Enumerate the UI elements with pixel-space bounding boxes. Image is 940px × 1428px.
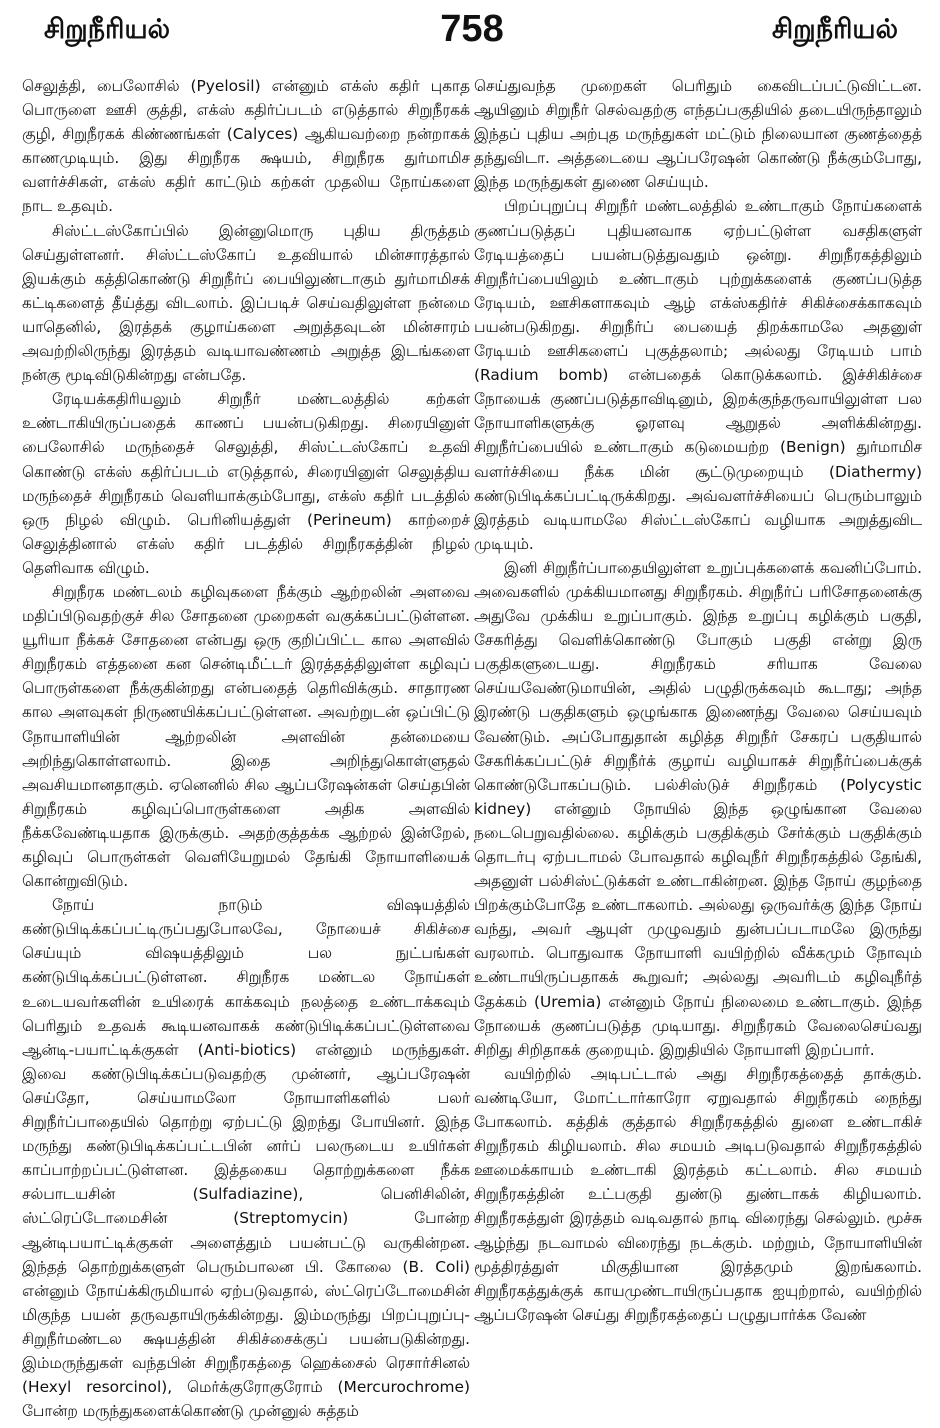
paragraph: செய்துவந்த முறைகள் பெரிதும் கைவிடப்பட்டுவிட்டன. ஆயினும் சிறுநீர் செல்வதற்கு எந்தப்பகுதியில் தடையிருந்தாலும் இந்தப் புதிய அற்புத மருந்துகள் மட்டும் நிலையான குணத்தைத் தந்துவிடா. அத்தடையை ஆப்பரேஷன் கொண்டு நீக்கும்போது, இந்த மருந்துகள் துணை செய்யும். <box>474 77 922 192</box>
paragraph: ரேடியக்கதிரியலும் சிறுநீர் மண்டலத்தில் கற்கள் உண்டாகியிருப்பதைக் காணப் பயன்படுகிறது. சிரையினுள் பைலோசில் மருந்தைச் செலுத்தி, சிஸ்ட்டஸ்கோப் உதவி கொண்டு எக்ஸ் கதிர்ப்படம் எடுத்தால், சிரையினுள் செலுத்திய மருந்தைச் சிறுநீரகம் வெளியாக்கும்போது, எக்ஸ் கதிர் படத்தில் ஒரு நிழல் விழும். பெரினியத்துள் (Perineum) காற்றைச் செலுத்தினால் எக்ஸ் கதிர் படத்தில் சிறுநீரகத்தின் நிழல் தெளிவாக விழும். <box>22 390 470 577</box>
text-columns <box>22 74 922 1423</box>
paragraph: பிறப்புறுப்பு சிறுநீர் மண்டலத்தில் உண்டாகும் நோய்களைக் குணப்படுத்தப் புதியனவாக ஏற்பட்டுள்ள வசதிகளுள் ரேடியத்தைப் பயன்படுத்துவதும் ஒன்று. சிறுநீரகத்திலும் சிறுநீர்ப்பையிலும் உண்டாகும் புற்றுக்களைக் குணப்படுத்த ரேடியம், ஊசிகளாகவும் ஆழ் எக்ஸ்கதிர்ச் சிகிச்சைக்காகவும் பயன்படுகிறது. சிறுநீர்ப் பையைத் திறக்காமலே அதனுள் ரேடியம் ஊசிகளைப் புகுத்தலாம்; அல்லது ரேடியம் பாம் (Radium bomb) என்பதைக் கொடுக்கலாம். இச்சிகிச்சை நோயைக் குணப்படுத்தாவிடினும், இறக்குந்தருவாயிலுள்ள பல நோயாளிகளுக்கு ஓரளவு ஆறுதல் அளிக்கின்றது. சிறுநீர்ப்பையில் உண்டாகும் கடுமையற்ற (Benign) துர்மாமிச வளர்ச்சியை நீக்க மின் சூட்டுமுறையும் (Diathermy) கண்டுபிடிக்கப்பட்டிருக்கிறது. அவ்வளர்ச்சியைப் பெரும்பாலும் இரத்தம் வடியாமலே சிஸ்ட்டஸ்கோப் வழியாக அறுத்துவிட முடியும். <box>474 197 922 553</box>
running-title-left: சிறுநீரியல் <box>44 14 171 45</box>
paragraph: இனி சிறுநீர்ப்பாதையிலுள்ள உறுப்புக்களைக் கவனிப்போம். அவைகளில் முக்கியமானது சிறுநீரகம். சிறுநீர்ப் பரிசோதனைக்கு அதுவே முக்கிய உறுப்பாகும். இந்த உறுப்பு கழிக்கும் பகுதி, சேகரித்து வெளிக்கொண்டு போகும் பகுதி என்று இரு பகுதிகளுடையது. சிறுநீரகம் சரியாக வேலை செய்யவேண்டுமாயின், அதில் பழுதிருக்கவும் கூடாது; அந்த இரண்டு பகுதிகளும் ஒழுங்காக இணைந்து வேலை செய்யவும் வேண்டும். அப்போதுதான் கழித்த சிறுநீர் சேகரப் பகுதியால் சேகரிக்கப்பட்டுச் சிறுநீர்க் குழாய் வழியாகச் சிறுநீர்ப்பைக்குக் கொண்டுபோகப்படும். பல்சிஸ்டுச் சிறுநீரகம் (Polycystic kidney) என்னும் நோயில் இந்த ஒழுங்கான வேலை நடைபெறுவதில்லை. கழிக்கும் பகுதிக்கும் சேர்க்கும் பகுதிக்கும் தொடர்பு ஏற்படாமல் போவதால் கழிவுநீர் சிறுநீரகத்தில் தேங்கி, அதனுள் பல்சிஸ்ட்டுக்கள் உண்டாகின்றன. இந்த நோய் குழந்தை பிறக்கும்போதே உண்டாகலாம். அல்லது ஒருவர்க்கு இந்த நோய் வந்து, அவர் ஆயுள் முழுவதும் துன்பப்படாமலே இருந்து வரலாம். பொதுவாக நோயாளி வயிற்றில் வீக்கமும் நோவும் உண்டாயிருப்பதாகக் கூறுவர்; அல்லது அவரிடம் கழிவுநீர்த் தேக்கம் (Uremia) என்னும் நோய் நிலைமை உண்டாகும். இந்த நோயைக் குணப்படுத்த முடியாது. சிறுநீரகம் வேலைசெய்வது சிறிது சிறிதாகக் குறையும். இறுதியில் நோயாளி இறப்பார். <box>474 558 922 1059</box>
paragraph: நோய் நாடும் விஷயத்தில் கண்டுபிடிக்கப்பட்டிருப்பதுபோலவே, நோயைச் சிகிச்சை செய்யும் விஷயத்திலும் பல நுட்பங்கள் கண்டுபிடிக்கப்பட்டுள்ளன. சிறுநீரக மண்டல நோய்கள் உடையவர்களின் உயிரைக் காக்கவும் நலத்தை உண்டாக்கவும் பெரிதும் உதவக் கூடியனவாகக் கண்டுபிடிக்கப்பட்டுள்ளவை ஆன்டி-பயாட்டிக்குகள் (Anti-biotics) என்னும் மருந்துகள். இவை கண்டுபிடிக்கப்படுவதற்கு முன்னர், ஆப்பரேஷன் செய்தோ, செய்யாமலோ நோயாளிகளில் பலர் சிறுநீர்ப்பாதையில் தொற்று ஏற்பட்டு இறந்து போயினர். இந்த மருந்து கண்டுபிடிக்கப்பட்டபின் னர்ப் பலருடைய உயிர்கள் காப்பாற்றப்பட்டுள்ளன. இத்தகைய தொற்றுக்களை நீக்க சல்பாடயசின் (Sulfadiazine), பெனிசிலின், ஸ்ட்ரெப்டோமைசின் (Streptomycin) போன்ற ஆன்டிபயாட்டிக்குகள் அளைத்தும் பயன்பட்டு வருகின்றன. இந்தத் தொற்றுக்களுள் பெரும்பாலன பி. கோலை (B. Coli) என்னும் நோய்க்கிருமியால் ஏற்படுவதால், ஸ்ட்ரெப்டோமைசின் மிகுந்த பயன் தருவதாயிருக்கின்றது. இம்மருந்து பிறப்புறுப்பு-சிறுநீர்மண்டல க்ஷயத்தின் சிகிச்சைக்குப் பயன்படுகின்றது. இம்மருந்துகள் வந்தபின் சிறுநீரகத்தை ஹெக்சைல் ரெசார்சினல் (Hexyl resorcinol), மெர்க்குரோகுரோம் (Mercurochrome) போன்ற மருந்துகளைக்கொண்டு முன்னுல் சுத்தம் <box>22 896 470 1421</box>
paragraph: வயிற்றில் அடிபட்டால் அது சிறுநீரகத்தைத் தாக்கும். வண்டியோ, மோட்டார்காரோ ஏறுவதால் சிறுநீரகம் நைந்து போகலாம். கத்திக் குத்தால் சிறுநீரகத்தில் துளை உண்டாகிச் சிறுநீரகம் கிழியலாம். சில சமயம் அடிபடுவதால் சிறுநீரகத்தில் ஊமைக்காயம் உண்டாகி இரத்தம் கட்டலாம். சில சமயம் சிறுநீரகத்தின் உட்பகுதி துண்டு துண்டாகக் கிழியலாம். சிறுநீரகத்துள் இரத்தம் வடிவதால் நாடி விரைந்து செல்லும். மூச்சு ஆழ்ந்து நடவாமல் விரைந்து நடக்கும். மற்றும், நோயாளியின் மூத்திரத்துள் மிகுதியான இரத்தமும் இறங்கலாம். சிறுநீரகத்துக்குக் காயமுண்டாயிருப்பதாக ஐயுற்றால், வயிற்றில் ஆப்பரேஷன் செய்து சிறுநீரகத்தைப் பழுதுபார்க்க வேண் <box>474 1064 922 1324</box>
left-column <box>22 74 470 1423</box>
paragraph: சிஸ்ட்டஸ்கோப்பில் இன்னுமொரு புதிய திருத்தம் செய்துள்ளனர். சிஸ்ட்டஸ்கோப் உதவியால் மின்சாரத்தால் இயக்கும் கத்திகொண்டு சிறுநீர்ப் பையிலுண்டாகும் துர்மாமிசக் கட்டிகளைத் தீய்த்து விடலாம். இப்படிச் செய்வதிலுள்ள நன்மை யாதெனில், இரத்தக் குழாய்களை அறுத்தவுடன் மின்சாரம் அவற்றிலிருந்து இரத்தம் வடியாவண்ணம் அறுத்த இடங்களை நன்கு மூடிவிடுகின்றது என்பதே. <box>22 221 470 385</box>
running-title-right: சிறுநீரியல் <box>771 14 898 45</box>
page-header <box>22 0 922 74</box>
paragraph: செலுத்தி, பைலோசில் (Pyelosil) என்னும் எக்ஸ் கதிர் புகாத பொருளை ஊசி குத்தி, எக்ஸ் கதிர்ப்படம் எடுத்தால் சிறுநீரகக் குழி, சிறுநீரகக் கிண்ணங்கள் (Calyces) ஆகியவற்றை நன்றாகக் காணமுடியும். இது சிறுநீரக க்ஷயம், சிறுநீரக துர்மாமிச வளர்ச்சிகள், எக்ஸ் கதிர் காட்டும் கற்கள் முதலிய நோய்களை நாட உதவும். <box>22 77 470 216</box>
paragraph: சிறுநீரக மண்டலம் கழிவுகளை நீக்கும் ஆற்றலின் அளவை மதிப்பிடுவதற்குச் சில சோதனை முறைகள் வகுக்கப்பட்டுள்ளன. யூரியா நீக்கச் சோதனை என்பது ஒரு குறிப்பிட்ட கால அளவில் சிறுநீரகம் எத்தனை கன சென்டிமீட்டர் இரத்தத்திலுள்ள கழிவுப் பொருள்களை நீக்குகின்றது என்பதைத் தெரிவிக்கும். சாதாரண கால அளவுகள் நிருணயிக்கப்பட்டுள்ளன. அவற்றுடன் ஒப்பிட்டு நோயாளியின் ஆற்றலின் அளவின் தன்மையை அறிந்துகொள்ளலாம். இதை அறிந்துகொள்ளுதல் அவசியமானதாகும். ஏனெனில் சில ஆப்பரேஷன்கள் செய்தபின் சிறுநீரகம் கழிவுப்பொருள்களை அதிக அளவில் நீக்கவேண்டியதாக இருக்கும். அதற்குத்தக்க ஆற்றல் இன்றேல், கழிவுப் பொருள்கள் வெளியேறுமல் தேங்கி நோயாளியைக் கொன்றுவிடும். <box>22 582 470 891</box>
right-column <box>474 74 922 1423</box>
page-number: 758 <box>440 8 504 50</box>
